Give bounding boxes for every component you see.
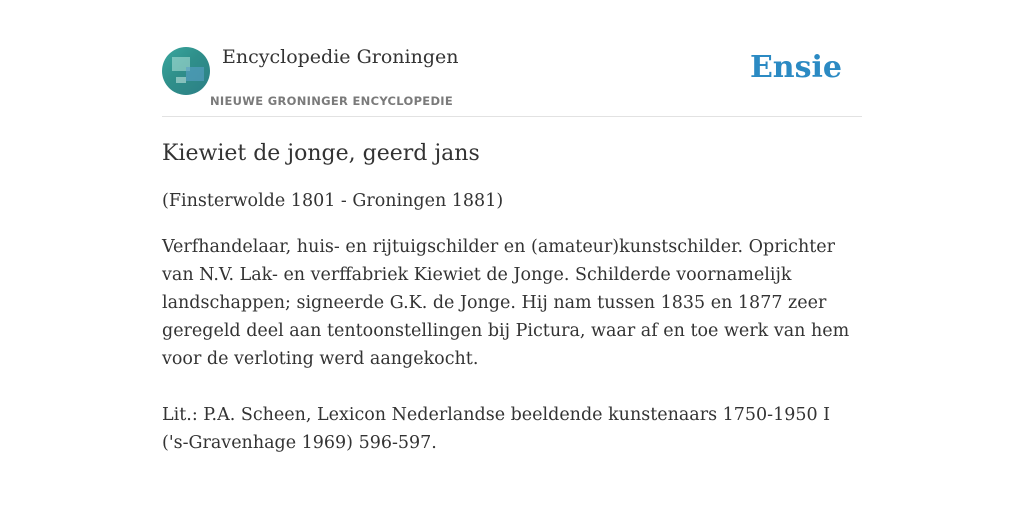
brand-logo[interactable]: Ensie [749, 50, 842, 85]
site-subtitle: NIEUWE GRONINGER ENCYCLOPEDIE [210, 94, 454, 108]
site-logo-icon[interactable] [162, 47, 210, 95]
site-title[interactable]: Encyclopedie Groningen [222, 46, 459, 68]
article [162, 138, 862, 457]
logo-block [176, 77, 186, 83]
article-title: Kiewiet de jonge, geerd jans [162, 141, 480, 166]
article-literature: Lit.: P.A. Scheen, Lexicon Nederlandse beeldende kunstenaars 1750-1950 I ('s-Gravenhage 1969) 596-597. [162, 405, 831, 453]
article-dates: (Finsterwolde 1801 - Groningen 1881) [162, 191, 504, 211]
article-body: Verfhandelaar, huis- en rijtuigschilder en (amateur)kunstschilder. Oprichter van N.V. Lak- en verffabriek Kiewiet de Jonge. Schilderde voornamelijk landschappen; signeerde G.K. de Jonge. Hij nam tussen 1835 en 1877 zeer geregeld deel aan tentoonstellingen bij Pictura, waar af en toe werk van hem voor de verloting werd aangekocht. [162, 237, 850, 369]
site-header [162, 0, 862, 117]
logo-block [186, 67, 204, 81]
